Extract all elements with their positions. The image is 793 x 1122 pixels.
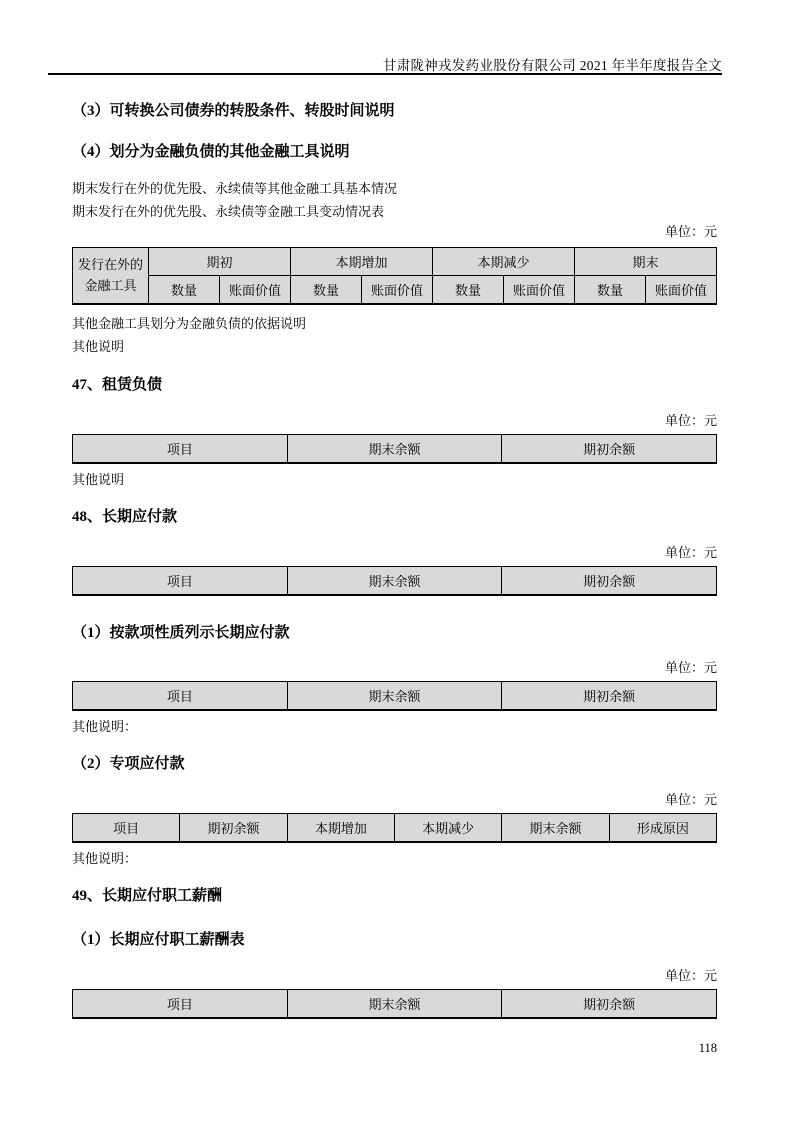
subcol-quantity: 数量	[291, 276, 362, 304]
col-closing-balance: 期末余额	[502, 814, 609, 842]
payables-by-nature-table	[72, 681, 717, 711]
heading-48-1-payables-by-nature: （1）按款项性质列示长期应付款	[72, 625, 290, 641]
col-opening-balance: 期初余额	[502, 682, 717, 710]
col-closing-balance: 期末余额	[287, 990, 502, 1018]
col-opening-balance: 期初余额	[180, 814, 287, 842]
col-closing-balance: 期末余额	[287, 567, 502, 595]
col-item: 项目	[73, 814, 180, 842]
other-notes: 其他说明	[72, 339, 125, 354]
heading-49-1-compensation-table: （1）长期应付职工薪酬表	[72, 932, 245, 948]
col-opening-balance: 期初余额	[502, 567, 717, 595]
page-number: 118	[698, 1041, 717, 1055]
unit-label: 单位：元	[664, 545, 717, 560]
unit-label: 单位：元	[664, 792, 717, 807]
col-group-closing: 期末	[575, 248, 717, 276]
col-closing-balance: 期末余额	[287, 435, 502, 463]
subcol-book-value: 账面价值	[504, 276, 575, 304]
col-increase: 本期增加	[287, 814, 394, 842]
heading-48-2-special-payables: （2）专项应付款	[72, 756, 185, 772]
heading-convertible-bond-terms: （3）可转换公司债券的转股条件、转股时间说明	[72, 103, 395, 119]
unit-label: 单位：元	[664, 660, 717, 675]
col-closing-balance: 期末余额	[287, 682, 502, 710]
other-notes: 其他说明：	[72, 719, 138, 734]
corner-line-1: 发行在外的	[77, 257, 143, 273]
long-term-employee-compensation-table	[72, 989, 717, 1019]
col-opening-balance: 期初余额	[502, 435, 717, 463]
subcol-quantity: 数量	[433, 276, 504, 304]
unit-label: 单位：元	[664, 224, 717, 239]
col-group-opening: 期初	[149, 248, 291, 276]
long-term-payables-table	[72, 566, 717, 596]
col-opening-balance: 期初余额	[502, 990, 717, 1018]
col-item: 项目	[73, 567, 288, 595]
other-notes: 其他说明	[72, 472, 125, 487]
col-decrease: 本期减少	[394, 814, 501, 842]
corner-line-2: 金融工具	[84, 278, 137, 294]
special-payables-table	[72, 813, 717, 843]
col-group-decrease: 本期减少	[433, 248, 575, 276]
table-corner-cell	[73, 248, 149, 304]
col-item: 项目	[73, 990, 288, 1018]
heading-48-long-term-payables: 48、长期应付款	[72, 509, 178, 525]
para-classification-basis: 其他金融工具划分为金融负债的依据说明	[72, 316, 307, 331]
header-rule	[48, 73, 722, 75]
other-notes: 其他说明：	[72, 851, 138, 866]
col-group-increase: 本期增加	[291, 248, 433, 276]
lease-liabilities-table	[72, 434, 717, 464]
heading-47-lease-liabilities: 47、租赁负债	[72, 377, 163, 393]
subcol-book-value: 账面价值	[362, 276, 433, 304]
heading-other-financial-instruments: （4）划分为金融负债的其他金融工具说明	[72, 144, 350, 160]
subcol-book-value: 账面价值	[220, 276, 291, 304]
para-instruments-change: 期末发行在外的优先股、永续债等金融工具变动情况表	[72, 204, 385, 219]
heading-49-long-term-employee-compensation: 49、长期应付职工薪酬	[72, 888, 223, 904]
financial-instruments-table	[72, 247, 717, 305]
col-item: 项目	[73, 682, 288, 710]
col-item: 项目	[73, 435, 288, 463]
unit-label: 单位：元	[664, 413, 717, 428]
col-formation-reason: 形成原因	[609, 814, 716, 842]
subcol-quantity: 数量	[575, 276, 646, 304]
subcol-book-value: 账面价值	[646, 276, 717, 304]
subcol-quantity: 数量	[149, 276, 220, 304]
report-header-title: 甘肃陇神戎发药业股份有限公司 2021 年半年度报告全文	[382, 58, 722, 73]
para-instruments-basic: 期末发行在外的优先股、永续债等其他金融工具基本情况	[72, 181, 398, 196]
unit-label: 单位：元	[664, 968, 717, 983]
